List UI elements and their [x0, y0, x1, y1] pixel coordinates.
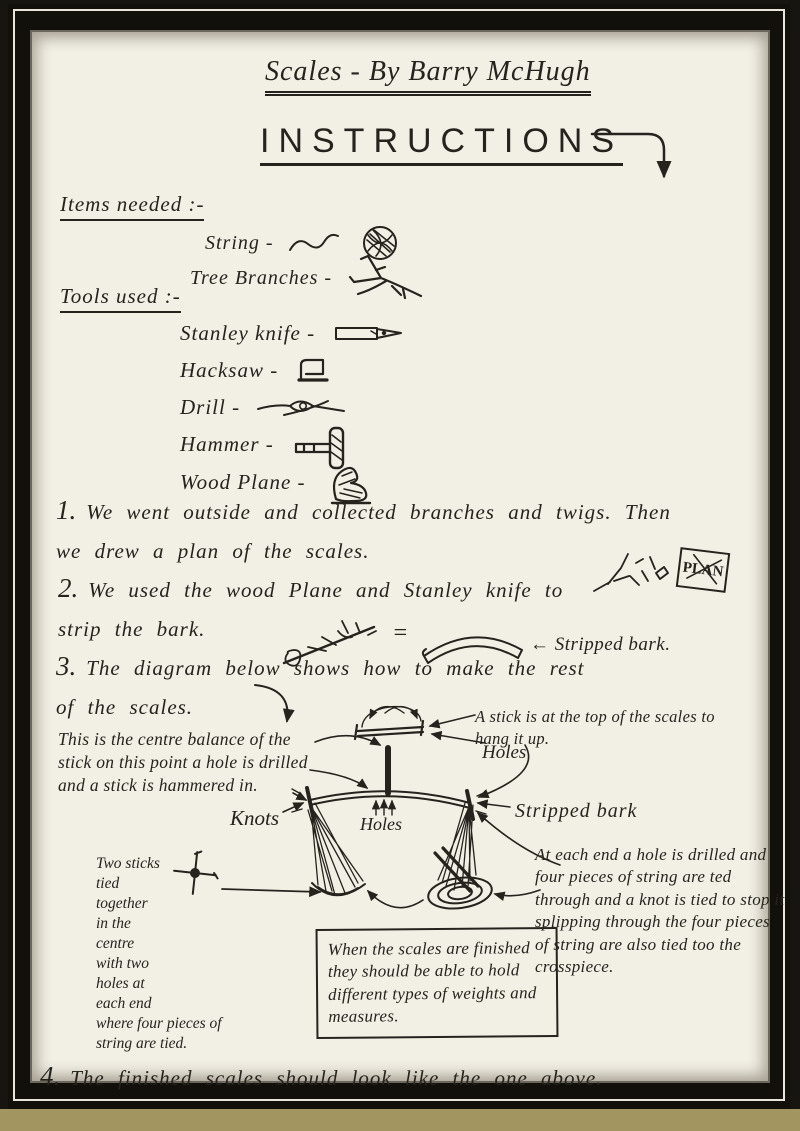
two-sticks-line: where four pieces of	[96, 1015, 222, 1032]
holes-label-top: Holes	[482, 742, 527, 763]
tool-drill	[180, 392, 405, 422]
step-3-text: The diagram below shows how to make the rest of the scales.	[56, 656, 585, 719]
step-4-number: 4.	[40, 1061, 61, 1091]
two-sticks-line: centre	[96, 935, 135, 952]
item-branches	[190, 254, 426, 303]
two-sticks-line: string are tied.	[96, 1035, 188, 1052]
hacksaw-icon	[294, 355, 332, 385]
curved-arrow-icon	[590, 126, 690, 188]
hanger-stick	[355, 721, 423, 739]
two-sticks-line: tied	[96, 875, 120, 892]
tool-wood-plane-label: Wood Plane -	[180, 469, 306, 494]
two-sticks-line: together	[96, 895, 148, 912]
step-1	[56, 492, 676, 572]
tool-hammer	[180, 429, 405, 459]
stripped-bark-caption: ← Stripped bark.	[530, 634, 671, 655]
two-sticks-note	[96, 854, 222, 1054]
tool-drill-label: Drill -	[180, 394, 241, 419]
knots-label: Knots	[230, 806, 280, 830]
item-string-label: String -	[205, 231, 274, 254]
step-3-number: 3.	[56, 651, 77, 681]
two-sticks-line: with two	[96, 955, 149, 972]
tool-stanley-knife-label: Stanley knife -	[180, 320, 316, 345]
step-4-text: The finished scales should look like the one above.	[70, 1066, 603, 1090]
drill-icon	[256, 394, 348, 420]
instructions-heading: INSTRUCTIONS	[260, 122, 623, 166]
tools-list	[180, 318, 405, 504]
holes-label-centre: Holes	[360, 814, 402, 834]
photocopy-frame	[8, 4, 790, 1109]
step3-pointer-arrow	[255, 685, 288, 721]
tool-hacksaw-label: Hacksaw -	[180, 357, 279, 382]
step-2-text: We used the wood Plane and Stanley knife to strip the bark.	[58, 578, 564, 641]
plan-scribble-icon	[676, 547, 731, 593]
items-needed-label: Items needed :-	[60, 192, 204, 221]
two-sticks-line: in the	[96, 915, 131, 932]
two-sticks-line: each end	[96, 995, 152, 1012]
stripped-bark-label: Stripped bark	[515, 800, 638, 822]
top-stick-note: A stick is at the top of the scales to hang it up.	[475, 707, 715, 748]
left-pan	[312, 883, 365, 895]
tool-stanley-knife	[180, 318, 405, 348]
thick-strings	[435, 848, 478, 891]
tool-hacksaw	[180, 355, 405, 385]
tree-branch-icon	[346, 248, 426, 303]
plan-box-label: PLAN	[681, 559, 725, 580]
page-title: Scales - By Barry McHugh	[265, 56, 591, 96]
item-branches-label: Tree Branches -	[190, 267, 333, 289]
step-4	[40, 1058, 774, 1099]
left-string-fan	[308, 803, 363, 895]
tools-used-label: Tools used :-	[60, 284, 181, 313]
step-2-number: 2.	[58, 573, 79, 603]
two-sticks-line: Two sticks	[96, 855, 160, 872]
plan-box-sketch	[676, 547, 731, 593]
centre-balance-note: This is the centre balance of the stick on this point a hole is drilled and a stick is hammered in.	[58, 729, 308, 796]
equals-sign: =	[392, 620, 409, 646]
two-sticks-line: holes at	[96, 975, 145, 992]
step-1-text: We went outside and collected branches and twigs. Then we drew a plan of the scales.	[56, 500, 671, 563]
paper-page	[30, 30, 785, 1091]
step-1-number: 1.	[56, 495, 77, 525]
tool-hammer-label: Hammer -	[180, 431, 274, 456]
bottom-mat-strip	[0, 1109, 800, 1131]
ends-note: At each end a hole is drilled and four pieces of string are ted through and a knot is tied to stop it splipping through the four pieces of string are also tied too the crosspiece.	[535, 845, 785, 977]
stanley-knife-icon	[331, 322, 405, 344]
finished-scales-note: When the scales are finished they should be able to hold different types of weights and measures.	[316, 927, 559, 1039]
